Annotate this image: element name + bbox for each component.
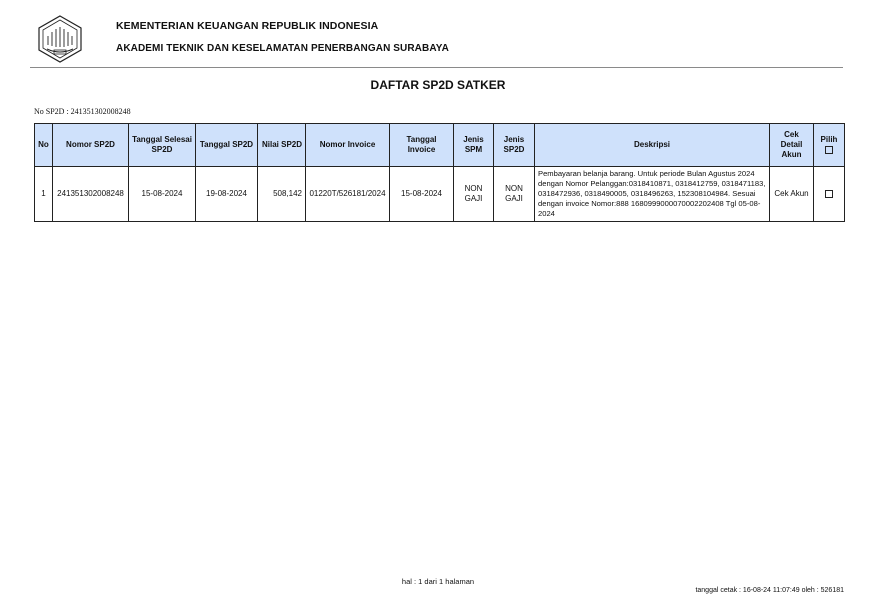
sp2d-table xyxy=(34,123,845,222)
cell-nilai-sp2d: 508,142 xyxy=(258,167,306,222)
cell-tanggal-invoice: 15-08-2024 xyxy=(390,167,454,222)
col-header-tanggal-invoice: Tanggal Invoice xyxy=(390,124,454,167)
report-title: DAFTAR SP2D SATKER xyxy=(370,78,506,92)
header-divider xyxy=(30,67,843,68)
col-header-tanggal-sp2d: Tanggal SP2D xyxy=(196,124,258,167)
select-all-checkbox[interactable] xyxy=(825,146,833,154)
row-select-checkbox[interactable] xyxy=(825,190,833,198)
col-header-deskripsi: Deskripsi xyxy=(535,124,770,167)
pilih-label: Pilih xyxy=(820,135,838,144)
table-row xyxy=(35,167,845,222)
cek-akun-link[interactable]: Cek Akun xyxy=(770,167,814,222)
cell-tanggal-selesai: 15-08-2024 xyxy=(129,167,196,222)
print-info: tanggal cetak : 16-08-24 11:07:49 oleh : 526181 xyxy=(695,587,844,594)
report-header xyxy=(30,12,845,70)
cell-jenis-spm: NON GAJI xyxy=(454,167,494,222)
sp2d-number-label: No SP2D : 241351302008248 xyxy=(34,107,131,116)
cell-nomor-sp2d: 241351302008248 xyxy=(53,167,129,222)
org-line-1: KEMENTERIAN KEUANGAN REPUBLIK INDONESIA xyxy=(116,20,379,32)
cell-nomor-invoice: 01220T/526181/2024 xyxy=(306,167,390,222)
col-header-nomor-invoice: Nomor Invoice xyxy=(306,124,390,167)
col-header-pilih xyxy=(814,124,845,167)
cell-no: 1 xyxy=(35,167,53,222)
col-header-jenis-spm: Jenis SPM xyxy=(454,124,494,167)
cell-deskripsi: Pembayaran belanja barang. Untuk periode Bulan Agustus 2024 dengan Nomor Pelanggan:0318410871, 0318412759, 0318471183, 0318472936, 0318490005, 0318496263, 152308104984. Sesuai dengan invoice Nomor:888 1680999000070002202408 Tgl 05-08-2024 xyxy=(535,167,770,222)
col-header-jenis-sp2d: Jenis SP2D xyxy=(494,124,535,167)
cell-pilih xyxy=(814,167,845,222)
kemenkeu-logo xyxy=(35,14,85,64)
col-header-nilai-sp2d: Nilai SP2D xyxy=(258,124,306,167)
col-header-cek-detail: Cek Detail Akun xyxy=(770,124,814,167)
col-header-nomor-sp2d: Nomor SP2D xyxy=(53,124,129,167)
org-line-2: AKADEMI TEKNIK DAN KESELAMATAN PENERBANGAN SURABAYA xyxy=(116,43,449,54)
col-header-tanggal-selesai: Tanggal Selesai SP2D xyxy=(129,124,196,167)
table-header-row xyxy=(35,124,845,167)
cell-tanggal-sp2d: 19-08-2024 xyxy=(196,167,258,222)
page-indicator: hal : 1 dari 1 halaman xyxy=(401,577,475,586)
col-header-no: No xyxy=(35,124,53,167)
cell-jenis-sp2d: NON GAJI xyxy=(494,167,535,222)
